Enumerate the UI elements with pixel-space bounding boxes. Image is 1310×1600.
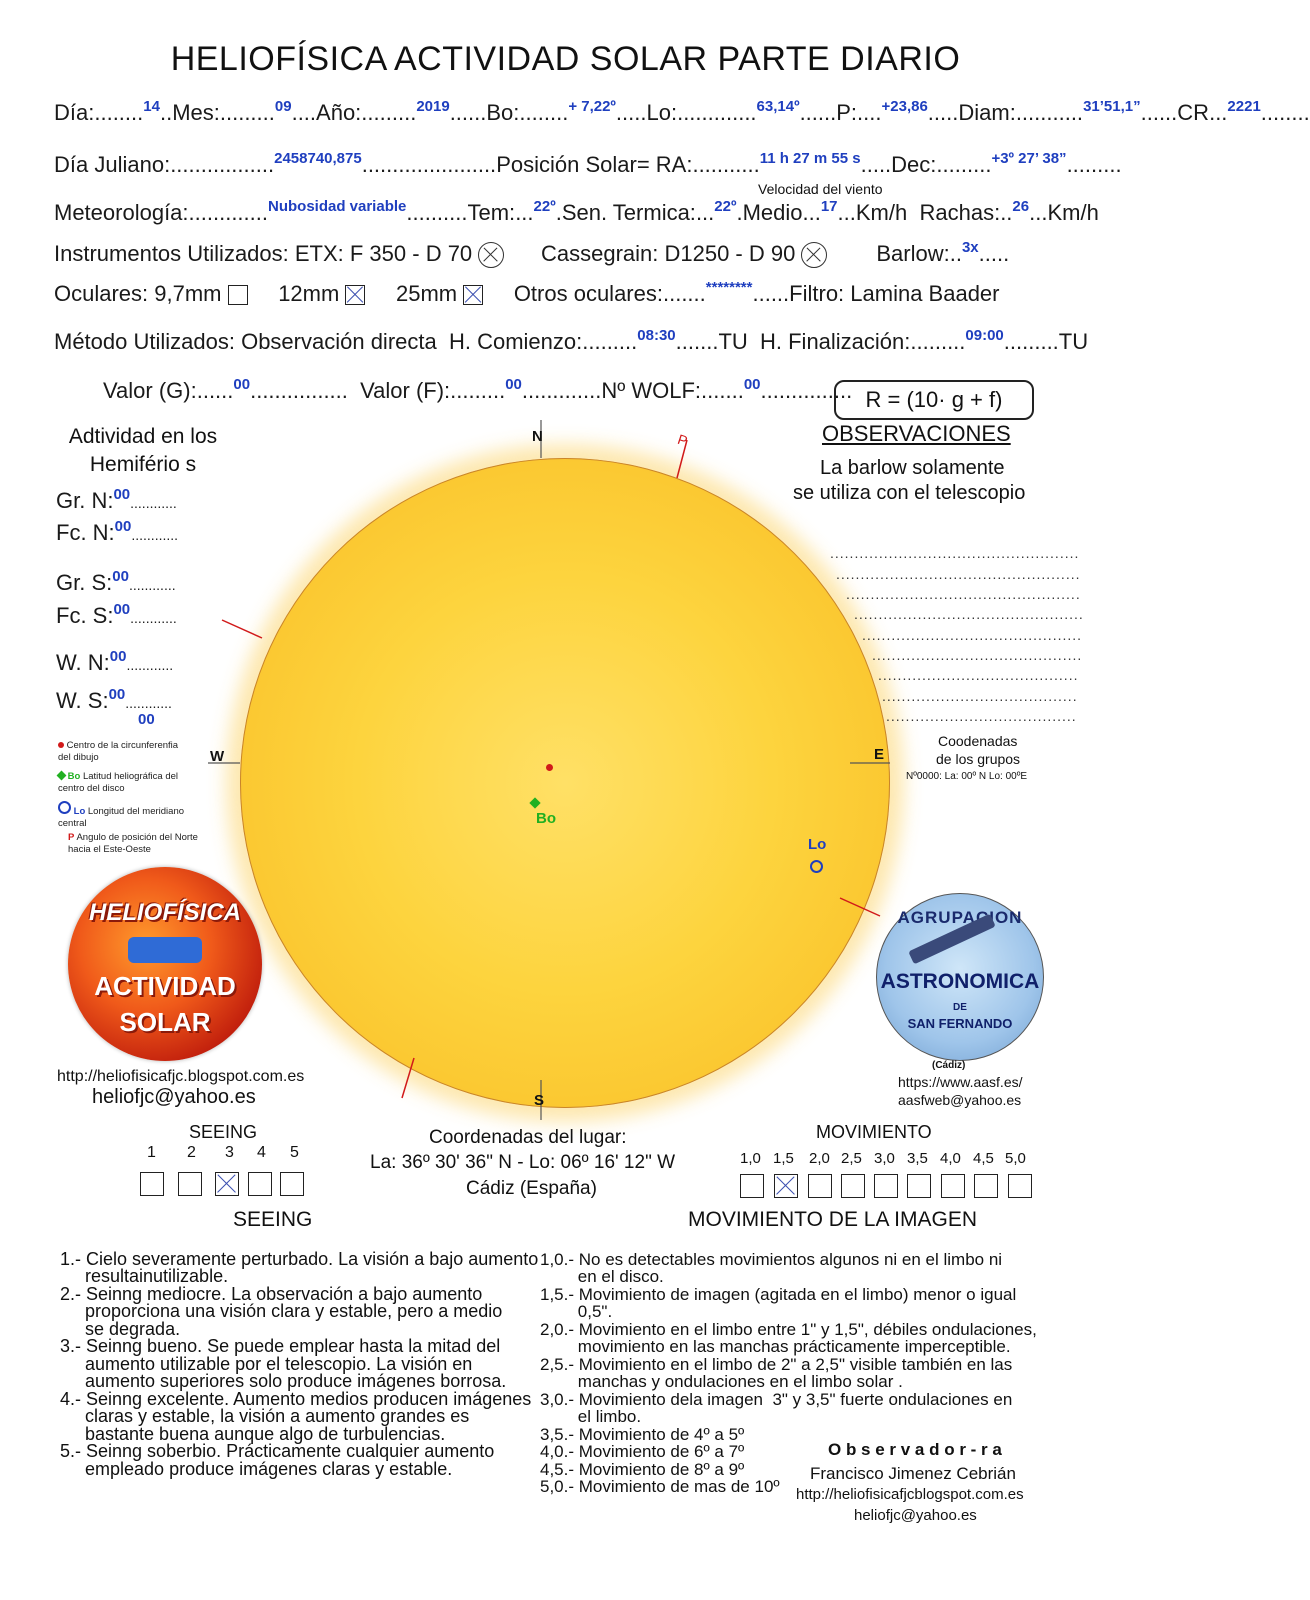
south-label: S bbox=[534, 1092, 545, 1109]
movement-title: MOVIMIENTO bbox=[816, 1122, 932, 1142]
observations-line1: La barlow solamente bbox=[820, 457, 1005, 479]
wn-value[interactable]: 00 bbox=[109, 648, 127, 665]
left-email[interactable]: heliofjc@yahoo.es bbox=[92, 1086, 256, 1108]
observations-title: OBSERVACIONES bbox=[822, 421, 1011, 446]
movement-box-1-0[interactable] bbox=[740, 1174, 764, 1198]
p-angle-mark-s bbox=[402, 1058, 414, 1098]
page-title: HELIOFÍSICA ACTIVIDAD SOLAR PARTE DIARIO bbox=[170, 40, 961, 78]
day-value[interactable]: 14 bbox=[143, 98, 160, 115]
obs-line[interactable]: ............................................. bbox=[862, 627, 1083, 643]
p-label: P bbox=[675, 430, 690, 450]
obs-line[interactable]: ......................................... bbox=[878, 667, 1079, 683]
temp-value[interactable]: 22º bbox=[533, 198, 556, 215]
method-row: Método Utilizados: Observación directa H. Comienzo:.........$^{08:30}$.......TU H. Finalización:.........$^{09:00}$.........TU bbox=[54, 327, 1089, 354]
fs-row: Fc. S:$^{00}$............ bbox=[56, 601, 177, 628]
obs-line[interactable]: ....................................... bbox=[886, 708, 1077, 724]
wolf-total: 00 bbox=[138, 711, 155, 728]
p-angle-mark-e bbox=[840, 898, 880, 916]
other-oculars-value[interactable]: ******** bbox=[705, 279, 753, 296]
disc-overlay bbox=[200, 420, 930, 1120]
movement-box-1-5[interactable] bbox=[774, 1174, 798, 1198]
legend-lo: Lo Longitud del meridiano central bbox=[58, 801, 188, 830]
julian-row: Día Juliano:.................$^{2458740,875}$......................Posición Solar= RA:...........$^{11 h 27 m 55 s}$.....Dec:.........$^{+3º 27’ 38”}$......... bbox=[54, 150, 1122, 177]
etx-check[interactable] bbox=[478, 242, 504, 268]
barlow-value[interactable]: 3x bbox=[961, 239, 979, 256]
gn-value[interactable]: 00 bbox=[113, 486, 131, 503]
seeing-box-2[interactable] bbox=[178, 1172, 202, 1196]
ocular-12-checkbox[interactable] bbox=[345, 285, 365, 305]
seeing-desc-list: 1.- Cielo severamente perturbado. La visión a bajo aumento resultainutilizable. 2.- Seinng mediocre. La observación a bajo aumento proporciona una visión clara y estable, pero a medio se degrada. 3.- Seinng bueno. Se puede emplear hasta la mitad del aumento utilizable por el telescopio. La visión en aumento superiores solo produce imágenes borrosa. 4.- Seinng excelente. Aumento medios producen imágenes claras y estable, la visión a aumento grandes es bastante buena aunque algo de turbulencias. 5.- Seinng soberbio. Prácticamente cualquier aumento empleado produce imágenes claras y estable. bbox=[60, 1248, 539, 1479]
ws-value[interactable]: 00 bbox=[108, 686, 126, 703]
julian-value[interactable]: 2458740,875 bbox=[274, 150, 362, 167]
movement-box-3-5[interactable] bbox=[907, 1174, 931, 1198]
movement-box-4-0[interactable] bbox=[941, 1174, 965, 1198]
hemispheres-title: Adtividad en los Hemifério s bbox=[68, 425, 218, 476]
thermal-value[interactable]: 22º bbox=[714, 198, 737, 215]
bo-value[interactable]: + 7,22º bbox=[568, 98, 616, 115]
location-city: Cádiz (España) bbox=[466, 1178, 597, 1199]
ws-row: W. S:$^{00}$............ bbox=[56, 686, 172, 713]
aasf-logo: AGRUPACION ASTRONOMICA DE SAN FERNANDO bbox=[876, 893, 1044, 1061]
observer-email[interactable]: heliofjc@yahoo.es bbox=[854, 1507, 977, 1524]
legend-bo: Bo Latitud heliográfica del centro del disco bbox=[58, 771, 179, 794]
obs-line[interactable]: ................................................ bbox=[846, 586, 1081, 602]
gusts-value[interactable]: 26 bbox=[1012, 198, 1030, 215]
lo-marker bbox=[810, 860, 823, 873]
wind-avg-value[interactable]: 17 bbox=[820, 198, 838, 215]
dec-value[interactable]: +3º 27’ 38” bbox=[991, 150, 1067, 167]
obs-line[interactable]: ................................................... bbox=[830, 545, 1080, 561]
lo-value[interactable]: 63,14º bbox=[756, 98, 800, 115]
coords-title2: de los grupos bbox=[936, 751, 1021, 767]
observations-line2: se utiliza con el telescopio bbox=[793, 482, 1026, 504]
fs-value[interactable]: 00 bbox=[113, 601, 131, 618]
green-diamond-icon bbox=[57, 771, 67, 781]
wolf-formula: R = (10· g + f) bbox=[834, 380, 1034, 420]
movement-box-2-5[interactable] bbox=[841, 1174, 865, 1198]
bo-label: Bo bbox=[536, 810, 556, 827]
values-row: Valor (G):......$^{00}$................ Valor (F):.........$^{00}$.............Nº WOLF:.......$^{00}$............... bbox=[103, 376, 853, 403]
weather-row: Meteorología:.............$^{Nubosidad variable}$..........Tem:...$^{22º}$.Sen. Termica:...$^{22º}$.Medio...$^{17}$...Km/h Rachas:..$^{26}$...Km/h bbox=[54, 198, 1099, 225]
obs-line[interactable]: ........................................ bbox=[882, 688, 1078, 704]
p-value[interactable]: +23,86 bbox=[881, 98, 928, 115]
weather-value[interactable]: Nubosidad variable bbox=[268, 198, 407, 215]
movement-box-3-0[interactable] bbox=[874, 1174, 898, 1198]
coords-title1: Coodenadas bbox=[938, 733, 1018, 749]
observer-url[interactable]: http://heliofisicafjcblogspot.com.es bbox=[796, 1486, 1024, 1503]
heliofisica-logo: HELIOFÍSICA ACTIVIDAD SOLAR bbox=[68, 867, 262, 1061]
cr-value[interactable]: 2221 bbox=[1227, 98, 1261, 115]
gn-row: Gr. N:$^{00}$............ bbox=[56, 486, 177, 513]
location-title: Coordenadas del lugar: bbox=[429, 1127, 627, 1148]
instruments-row: Instrumentos Utilizados: ETX: F 350 - D 70 Cassegrain: D1250 - D 90 Barlow:..$^{3x}$..... bbox=[54, 241, 1009, 268]
fn-value[interactable]: 00 bbox=[114, 518, 132, 535]
seeing-desc-title: SEEING bbox=[233, 1208, 313, 1231]
wolf-value[interactable]: 00 bbox=[743, 376, 761, 393]
movement-box-5-0[interactable] bbox=[1008, 1174, 1032, 1198]
aasf-cadiz: (Cádiz) bbox=[932, 1060, 966, 1071]
disc-center-dot bbox=[546, 764, 553, 771]
oculars-row: Oculares: 9,7mm 12mm 25mm Otros oculares:.......********......Filtro: Lamina Baader bbox=[54, 279, 1000, 306]
movement-desc-title: MOVIMIENTO DE LA IMAGEN bbox=[688, 1208, 977, 1231]
legend-p: P Angulo de posición del Norte hacia el Este-Oeste bbox=[68, 832, 198, 855]
ocular-25-checkbox[interactable] bbox=[463, 285, 483, 305]
start-time[interactable]: 08:30 bbox=[637, 327, 676, 344]
ocular-97-checkbox[interactable] bbox=[228, 285, 248, 305]
gs-row: Gr. S:$^{00}$............ bbox=[56, 568, 176, 595]
gs-value[interactable]: 00 bbox=[112, 568, 129, 585]
seeing-box-5[interactable] bbox=[280, 1172, 304, 1196]
location-coords: La: 36º 30' 36" N - Lo: 06º 16' 12" W bbox=[370, 1152, 676, 1173]
wind-note: Velocidad del viento bbox=[758, 181, 883, 197]
legend-centro: Centro de la circunferenfia del dibujo bbox=[58, 740, 179, 763]
movement-box-4-5[interactable] bbox=[974, 1174, 998, 1198]
end-time[interactable]: 09:00 bbox=[965, 327, 1004, 344]
obs-line[interactable]: ........................................... bbox=[872, 647, 1083, 663]
g-value[interactable]: 00 bbox=[233, 376, 251, 393]
p-angle-mark-w bbox=[222, 620, 262, 638]
ra-value[interactable]: 11 h 27 m 55 s bbox=[759, 150, 861, 167]
red-dot-icon bbox=[58, 742, 64, 748]
wn-row: W. N:$^{00}$............ bbox=[56, 648, 174, 675]
west-label: W bbox=[210, 748, 225, 765]
fn-row: Fc. N:$^{00}$............ bbox=[56, 518, 179, 545]
obs-line[interactable]: .................................................. bbox=[836, 566, 1081, 582]
right-email[interactable]: aasfweb@yahoo.es bbox=[898, 1092, 1022, 1108]
cassegrain-check[interactable] bbox=[801, 242, 827, 268]
diam-value[interactable]: 31’51,1” bbox=[1083, 98, 1141, 115]
movement-desc-list: 1,0.- No es detectables movimientos algunos ni en el limbo ni en el disco. 1,5.- Movimiento de imagen (agitada en el limbo) menor o igual 0,5". 2,0.- Movimiento en el limbo entre 1" y 1,5", débiles ondulaciones, movimiento en las manchas prácticamente imperceptible. 2,5.- Movimiento en el limbo de 2" a 2,5" visible también en las manchas y ondulaciones en el limbo solar . 3,0.- Movimiento dela imagen 3" y 3,5" fuerte ondulaciones en el limbo. 3,5.- Movimiento de 4º a 5º 4,0.- Movimiento de 6º a 7º 4,5.- Movimiento de 8º a 9º 5,0.- Movimiento de mas de 10º bbox=[540, 1249, 1037, 1496]
observer-name: Francisco Jimenez Cebrián bbox=[810, 1464, 1016, 1483]
blue-circle-icon bbox=[58, 801, 71, 814]
date-row: Día:........$^{14}$..Mes:.........$^{09}$....Año:.........$^{2019}$......Bo:........$^{+ 7,22º}$.....Lo:.............$^{63,14º}$......P:....$^{+23,86}$.....Diam:...........$^{31’51,1”}$......CR...$^{2221}$........ bbox=[54, 98, 1310, 125]
east-label: E bbox=[874, 746, 885, 763]
obs-line[interactable]: ............................................... bbox=[854, 606, 1084, 622]
right-url[interactable]: https://www.aasf.es/ bbox=[898, 1074, 1023, 1090]
left-url[interactable]: http://heliofisicafjc.blogspot.com.es bbox=[57, 1068, 305, 1085]
year-value[interactable]: 2019 bbox=[416, 98, 450, 115]
observer-title: O b s e r v a d o r - r a bbox=[828, 1440, 1002, 1459]
coords-example: Nº0000: La: 00º N Lo: 00ºE bbox=[906, 771, 1028, 782]
lo-label: Lo bbox=[808, 836, 827, 853]
seeing-box-4[interactable] bbox=[248, 1172, 272, 1196]
jfc-emblem-icon bbox=[128, 937, 202, 963]
seeing-box-3[interactable] bbox=[215, 1172, 239, 1196]
north-label: N bbox=[532, 428, 543, 445]
seeing-box-1[interactable] bbox=[140, 1172, 164, 1196]
f-value[interactable]: 00 bbox=[505, 376, 522, 393]
movement-box-2-0[interactable] bbox=[808, 1174, 832, 1198]
month-value[interactable]: 09 bbox=[274, 98, 292, 115]
seeing-title: SEEING bbox=[189, 1122, 258, 1142]
